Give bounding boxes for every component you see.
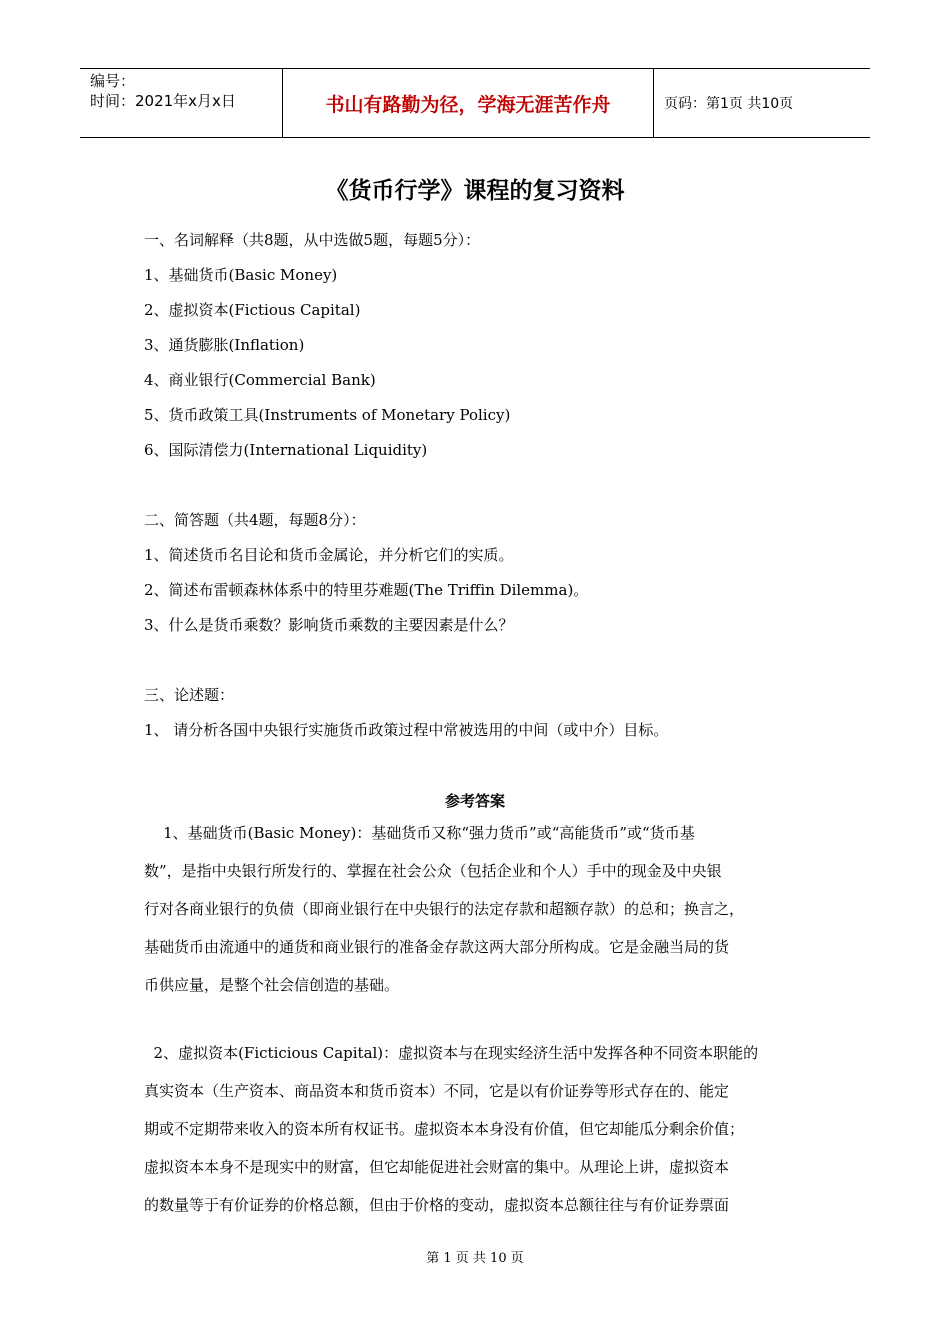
section2-item: 1、简述货币名目论和货币金属论，并分析它们的实质。 (144, 546, 514, 564)
answer1-line: 行对各商业银行的负债（即商业银行在中央银行的法定存款和超额存款）的总和；换言之， (144, 900, 745, 918)
header-motto: 书山有路勤为径，学海无涯苦作舟 (282, 69, 654, 137)
answer2-line: 期或不定期带来收入的资本所有权证书。虚拟资本本身没有价值，但它却能瓜分剩余价值； (144, 1120, 745, 1138)
section1-item: 1、基础货币(Basic Money) (144, 266, 338, 284)
section3-item: 1、 请分析各国中央银行实施货币政策过程中常被选用的中间（或中介）目标。 (144, 721, 669, 739)
document-header (80, 68, 870, 138)
answer1-line: 币供应量，是整个社会信创造的基础。 (144, 976, 400, 994)
header-meta (80, 69, 282, 137)
answer2-line: 2、虚拟资本(Ficticious Capital)：虚拟资本与在现实经济生活中发挥各种不同资本职能的 (144, 1044, 759, 1062)
answer2-line: 虚拟资本本身不是现实中的财富，但它却能促进社会财富的集中。从理论上讲，虚拟资本 (144, 1158, 730, 1176)
answer2-line: 的数量等于有价证券的价格总额，但由于价格的变动，虚拟资本总额往往与有价证券票面 (144, 1196, 730, 1214)
section2-heading: 二、简答题（共4题，每题8分）： (144, 511, 366, 529)
header-page-info: 页码：第1页 共10页 (664, 96, 794, 112)
time-label: 时间：2021年x月x日 (90, 92, 236, 110)
section1-item: 6、国际清偿力(International Liquidity) (144, 441, 428, 459)
section1-item: 2、虚拟资本(Fictious Capital) (144, 301, 361, 319)
page-footer: 第 1 页 共 10 页 (426, 1251, 524, 1266)
answer1-line: 1、基础货币(Basic Money)：基础货币又称“强力货币”或“高能货币”或“货币基 (144, 824, 695, 842)
number-label: 编号： (90, 72, 136, 90)
section1-heading: 一、名词解释（共8题，从中选做5题，每题5分）： (144, 231, 481, 249)
section1-item: 5、货币政策工具(Instruments of Monetary Policy) (144, 406, 511, 424)
answer2-line: 真实资本（生产资本、商品资本和货币资本）不同，它是以有价证券等形式存在的、能定 (144, 1082, 730, 1100)
document-title: 《货币行学》课程的复习资料 (325, 178, 625, 204)
section2-item: 2、简述布雷顿森林体系中的特里芬难题(The Triffin Dilemma)。 (144, 581, 589, 599)
answer1-line: 数”，是指中央银行所发行的、掌握在社会公众（包括企业和个人）手中的现金及中央银 (144, 862, 722, 880)
section1-item: 3、通货膨胀(Inflation) (144, 336, 305, 354)
section2-item: 3、什么是货币乘数？影响货币乘数的主要因素是什么？ (144, 616, 514, 634)
answers-title: 参考答案 (444, 792, 505, 810)
section1-item: 4、商业银行(Commercial Bank) (144, 371, 376, 389)
answer1-line: 基础货币由流通中的通货和商业银行的准备金存款这两大部分所构成。它是金融当局的货 (144, 938, 730, 956)
section3-heading: 三、论述题： (144, 686, 235, 704)
